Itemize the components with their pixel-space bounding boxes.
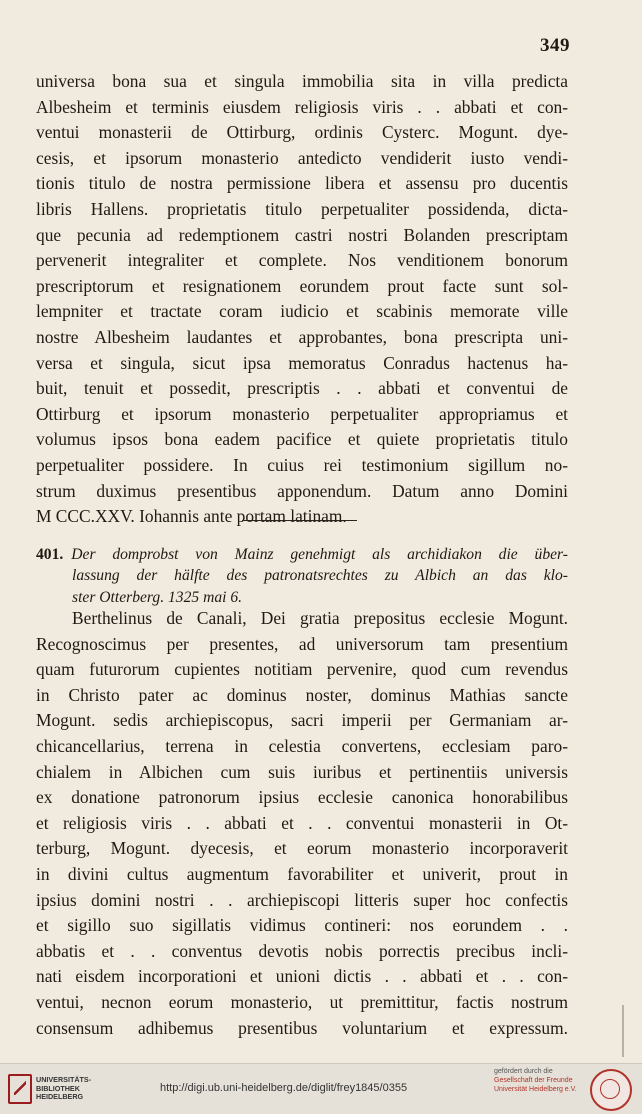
text-line: buit, tenuit et possedit, prescriptis . . abbati et conventui de	[36, 378, 568, 399]
library-name-line: HEIDELBERG	[36, 1092, 84, 1102]
text-line: chicancellarius, terrena in celestia convertens, ecclesiam paro-	[36, 735, 568, 756]
text-line: prescriptorum et resignationem eorundem prout facte sunt sol-	[36, 275, 568, 296]
section-divider	[242, 520, 357, 521]
text-line: chialem in Albichen cum suis iuribus et pertinentiis universis	[36, 761, 568, 782]
text-line: lempniter et tractate coram iudicio et scabinis memorate ville	[36, 301, 568, 322]
heading-line	[36, 544, 568, 565]
heading-line: ster Otterberg. 1325 mai 6.	[72, 588, 243, 606]
text-line: pervenerit integraliter et complete. Nos venditionem bonorum	[36, 250, 568, 271]
text-line: libris Hallens. proprietatis titulo perpetualiter possidenda, dicta-	[36, 198, 568, 219]
text-line: Recognoscimus per presentes, ad universorum tam presentium	[36, 633, 568, 654]
document-heading	[36, 544, 568, 608]
text-line: tionis titulo de nostra permissione libera et assensu pro ducentis	[36, 173, 568, 194]
text-line: Ottirburg et ipsorum monasterio perpetualiter appropriamus et	[36, 403, 568, 424]
document-body	[36, 606, 568, 1041]
text-line: Mogunt. sedis archiepiscopus, sacri imperii per Germaniam ar-	[36, 710, 568, 731]
text-line: quam futurorum cupientes notitiam pervenire, quod cum revendus	[36, 659, 568, 680]
sponsor-line: Universität Heidelberg e.V.	[494, 1086, 577, 1093]
sponsor-line: gefördert durch die	[494, 1068, 553, 1075]
paragraph-continuation	[36, 69, 568, 530]
text-line: nati eisdem incorporationi et unioni dictis . . abbati et . . con-	[36, 966, 568, 987]
text-line: M CCC.XXV. Iohannis ante portam latinam.	[36, 506, 347, 527]
library-name-line: UNIVERSITÄTS-	[36, 1075, 92, 1084]
library-name-line: BIBLIOTHEK	[36, 1083, 80, 1093]
text-line: que pecunia ad redemptionem castri nostri Bolanden prescriptam	[36, 224, 568, 245]
text-line: versa et singula, sicut ipsa memoratus Conradus hactenus ha-	[36, 352, 568, 373]
text-line: perpetualiter possidere. In cuius rei testimonium sigillum no-	[36, 454, 568, 475]
text-line: nostre Albesheim laudantes et approbantes, bona prescripta uni-	[36, 326, 568, 347]
page-number: 349	[540, 35, 570, 56]
heading-line: lassung der hälfte des patronatsrechtes zu Albich an das klo-	[72, 567, 568, 585]
permalink-url[interactable]: http://digi.ub.uni-heidelberg.de/diglit/frey1845/0355	[160, 1082, 408, 1094]
heading-text: Der domprobst von Mainz genehmigt als archidiakon die über-	[71, 546, 568, 563]
text-line: Albesheim et terminis eiusdem religiosis viris . . abbati et con-	[36, 96, 568, 117]
text-line: ipsius domini nostri . . archiepiscopi litteris super hoc confectis	[36, 889, 568, 910]
text-line: consensum adhibemus presentibus voluntarium et expressum.	[36, 1017, 568, 1038]
digitization-footer	[0, 1063, 642, 1114]
text-line: in Christo pater ac dominus noster, dominus Mathias sancte	[36, 684, 568, 705]
text-line: strum duximus presentibus apponendum. Datum anno Domini	[36, 480, 568, 501]
text-line: cesis, et ipsorum monasterio antedicto vendiderit iusto vendi-	[36, 147, 568, 168]
text-line: et sigillo suo sigillatis vidimus contineri: nos eorundem . .	[36, 915, 568, 936]
text-line: in divini cultus augmentum favorabiliter et univerit, prout in	[36, 863, 568, 884]
university-library-name	[36, 1076, 91, 1102]
document-number: 401.	[36, 546, 64, 563]
text-line: ventui monasterii de Ottirburg, ordinis Cysterc. Mogunt. dye-	[36, 122, 568, 143]
university-library-logo-icon[interactable]	[8, 1074, 32, 1104]
society-seal-icon[interactable]	[590, 1069, 632, 1111]
margin-mark	[622, 1005, 624, 1057]
text-line: volumus ipsos bona eadem pacifice et quiete proprietatis titulo	[36, 429, 568, 450]
sponsor-note	[494, 1067, 577, 1094]
text-line: Berthelinus de Canali, Dei gratia prepositus ecclesie Mogunt.	[72, 608, 568, 628]
text-line: abbatis et . . conventus devotis nobis porrectis precibus incli-	[36, 940, 568, 961]
text-line: universa bona sua et singula immobilia sita in villa predicta	[36, 71, 568, 91]
text-line: ex donatione patronorum ipsius ecclesie canonica honorabilibus	[36, 787, 568, 808]
text-line: et religiosis viris . . abbati et . . conventui monasterii in Ot-	[36, 812, 568, 833]
sponsor-line: Gesellschaft der Freunde	[494, 1077, 573, 1084]
text-line: ventui, necnon eorum monasterio, ut premittitur, factis nostrum	[36, 991, 568, 1012]
text-line: terburg, Mogunt. dyecesis, et eorum monasterio incorporaverit	[36, 838, 568, 859]
